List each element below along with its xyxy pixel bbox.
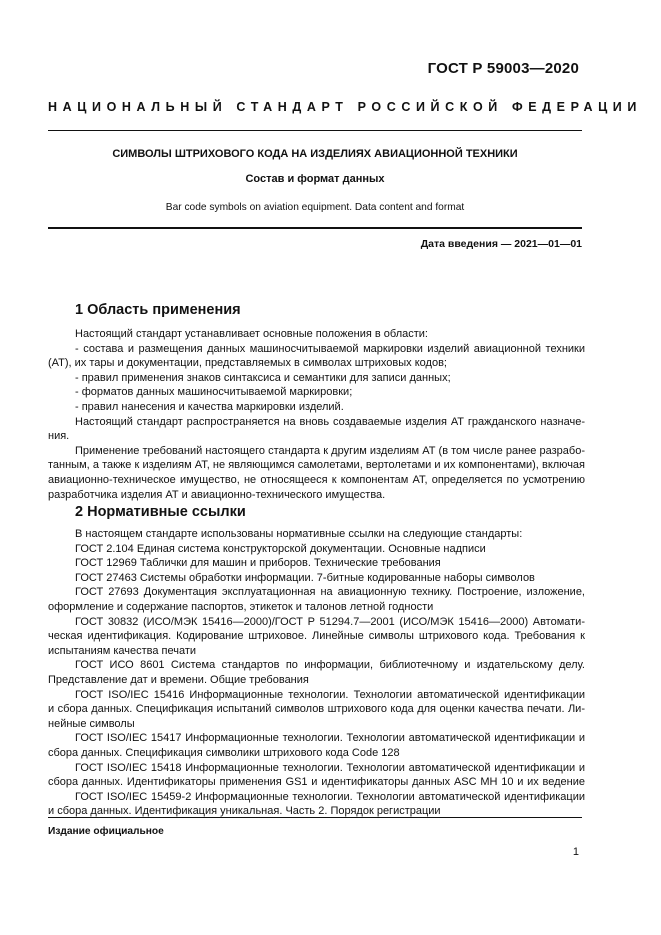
text-line: ческая идентификация. Кодирование штриховое. Линейные символы штрихового кода. Требования к — [48, 630, 585, 643]
text-line: ГОСТ ISO/IEC 15416 Информационные технологии. Технологии автоматической идентификации — [75, 688, 585, 701]
text-line: ГОСТ 2.104 Единая система конструкторской документации. Основные надписи — [75, 542, 486, 555]
text-line: испытаниям качества печати — [48, 644, 197, 657]
text-line: ГОСТ ISO/IEC 15459-2 Информационные технологии. Технологии автоматической идентификации — [75, 790, 585, 803]
text-line: ГОСТ ИСО 8601 Система стандартов по информации, библиотечному и издательскому делу. — [75, 659, 585, 672]
text-line: ГОСТ ISO/IEC 15418 Информационные технологии. Технологии автоматической идентификации и — [75, 761, 585, 774]
text-line: Применение требований настоящего стандарта к другим изделиям АТ (в том числе ранее разрабо- — [75, 444, 585, 457]
national-standard-heading: НАЦИОНАЛЬНЫЙ СТАНДАРТ РОССИЙСКОЙ ФЕДЕРАЦИИ — [48, 100, 642, 114]
english-title: Bar code symbols on aviation equipment. Data content and format — [165, 202, 465, 213]
document-title: СИМВОЛЫ ШТРИХОВОГО КОДА НА ИЗДЕЛИЯХ АВИАЦИОННОЙ ТЕХНИКИ — [112, 148, 518, 160]
text-line: В настоящем стандарте использованы нормативные ссылки на следующие стандарты: — [75, 528, 523, 540]
divider-title — [48, 227, 582, 229]
divider-footer — [48, 817, 582, 818]
text-line: ГОСТ 30832 (ИСО/МЭК 15416—2000)/ГОСТ Р 51294.7—2001 (ИСО/МЭК 15416—2000) Автомати- — [75, 615, 585, 628]
page-number: 1 — [572, 846, 579, 858]
text-line: ния. — [48, 430, 70, 443]
text-line: оформление и содержание паспортов, этикеток и талонов летной годности — [48, 600, 434, 613]
text-line: ГОСТ 27463 Системы обработки информации. 7-битные кодированные наборы символов — [75, 571, 535, 584]
text-line: ГОСТ 27693 Документация эксплуатационная на авиационную технику. Построение, изложение, — [75, 586, 585, 599]
section-1-body — [48, 327, 585, 502]
text-line: ГОСТ 12969 Таблички для машин и приборов. Технические требования — [75, 557, 441, 570]
text-line: Представление дат и времени. Общие требования — [48, 673, 309, 686]
text-line: разработчика изделия АТ и авиационно-технического имущества. — [48, 488, 386, 501]
section-2-heading: 2 Нормативные ссылки — [75, 504, 246, 520]
text-line: и сбора данных. Спецификация испытаний символов штрихового кода для оценки качества печати. Ли- — [48, 703, 585, 716]
standard-code: ГОСТ Р 59003—2020 — [427, 60, 579, 77]
document-subtitle: Состав и формат данных — [245, 173, 385, 185]
section-2-body — [48, 527, 585, 819]
text-line: сбора данных. Идентификаторы применения GS1 и идентификаторы данных ASC MH 10 и их ведение — [48, 776, 585, 789]
effective-date: Дата введения — 2021—01—01 — [420, 238, 582, 250]
text-line: Настоящий стандарт распространяется на вновь создаваемые изделия АТ гражданского назначе- — [75, 415, 585, 428]
section-1-heading: 1 Область применения — [75, 302, 241, 318]
text-line: (АТ), их тары и документации, представляемых в символах штриховых кодов; — [48, 357, 447, 370]
text-line: ГОСТ ISO/IEC 15417 Информационные технологии. Технологии автоматической идентификации и — [75, 732, 585, 745]
text-line: - состава и размещения данных машиносчитываемой маркировки изделий авиационной техники — [75, 342, 585, 355]
text-line: - форматов данных машиносчитываемой маркировки; — [75, 386, 353, 399]
text-line: нейные символы — [48, 717, 135, 730]
text-line: сбора данных. Спецификация символики штрихового кода Code 128 — [48, 746, 400, 759]
text-line: - правил нанесения и качества маркировки изделий. — [75, 400, 344, 413]
text-line: Настоящий стандарт устанавливает основные положения в области: — [75, 328, 428, 340]
official-edition-label: Издание официальное — [48, 826, 164, 837]
divider-top — [48, 130, 582, 131]
text-line: танным, а также к изделиям АТ, не являющимся самолетами, вертолетами и их компонентами), включая — [48, 459, 585, 472]
text-line: и сбора данных. Идентификация уникальная. Часть 2. Порядок регистрации — [48, 805, 441, 818]
text-line: авиационно-техническое имущество, не относящееся к компонентам АТ, определяется по усмотрению — [48, 473, 585, 486]
text-line: - правил применения знаков синтаксиса и семантики для записи данных; — [75, 371, 451, 384]
